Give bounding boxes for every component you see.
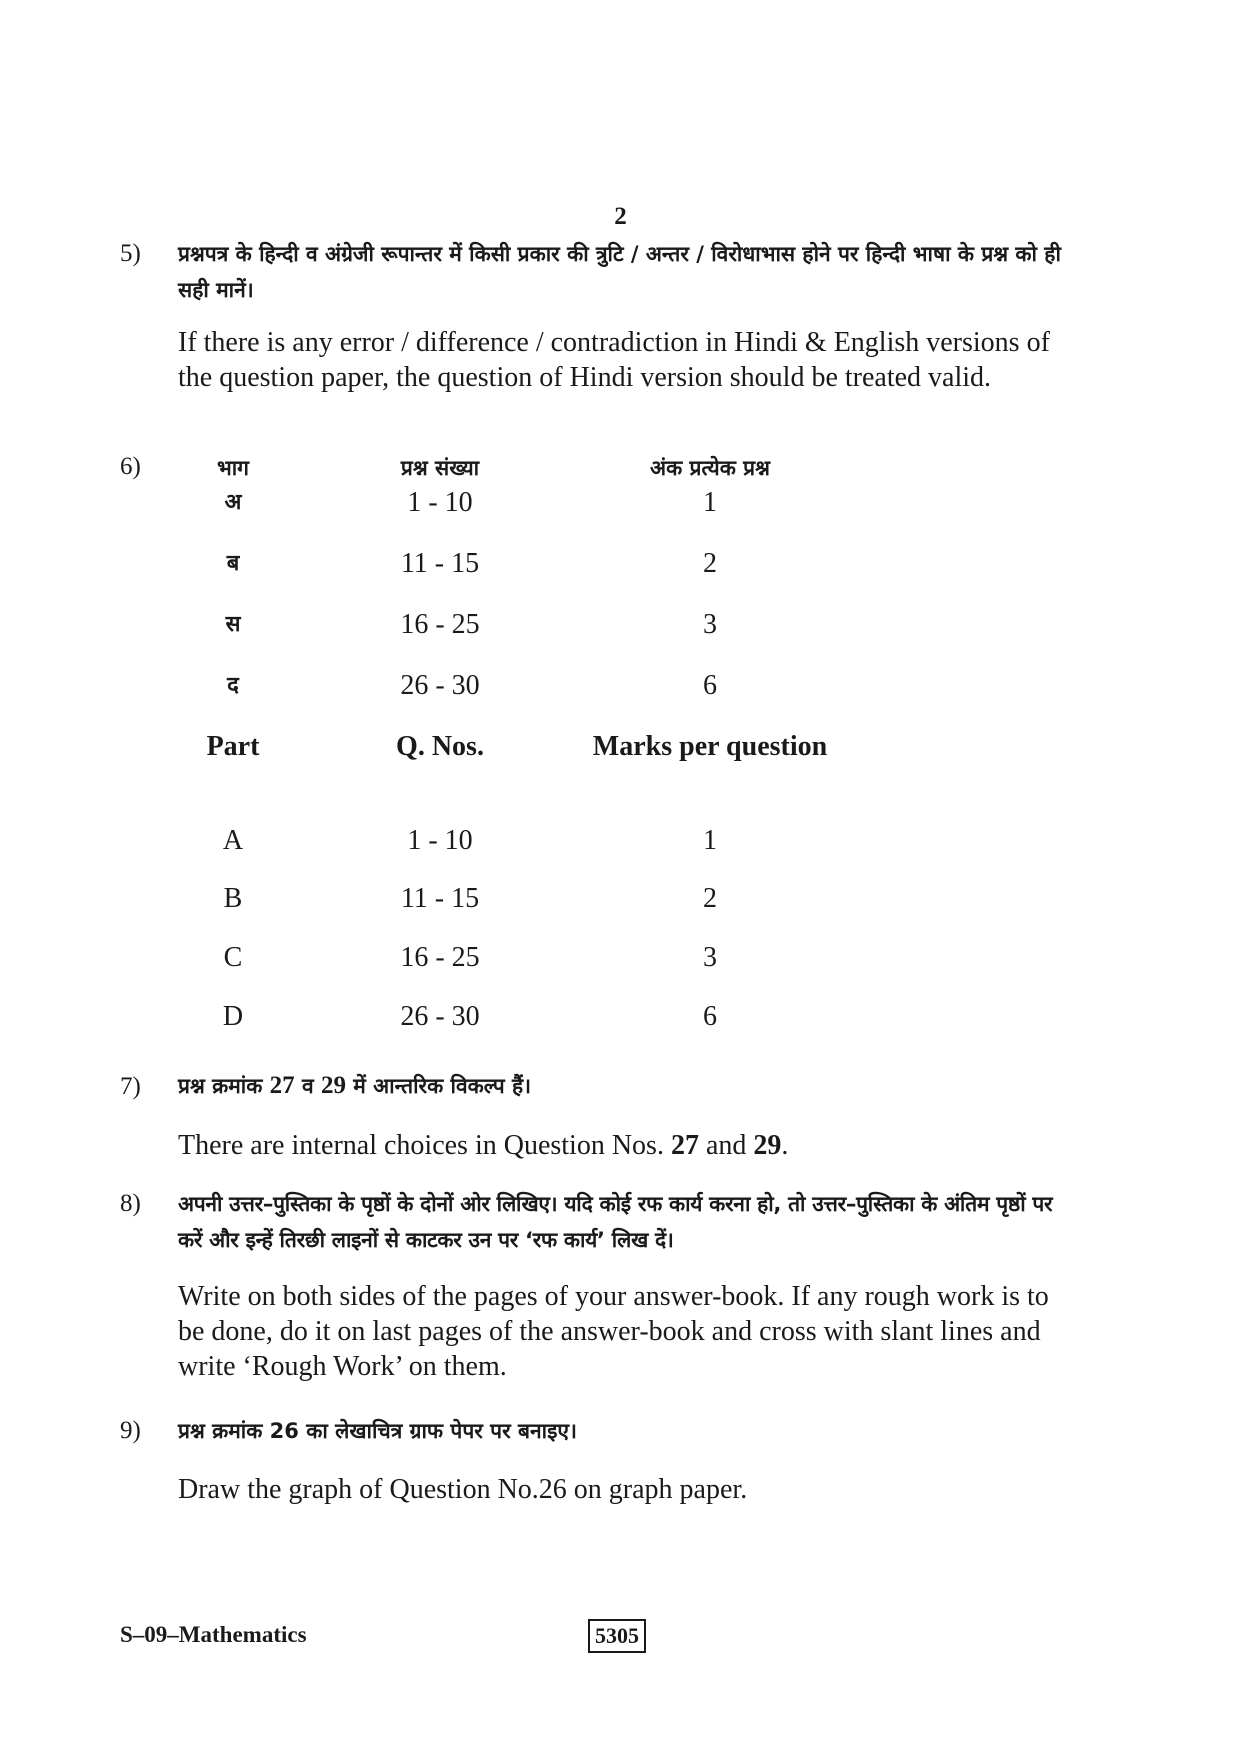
hindi-header-qnos: प्रश्न संख्या: [400, 456, 480, 480]
hindi-part-cell: अ: [224, 490, 242, 515]
qnos-cell: 16 - 25: [400, 609, 480, 640]
qnos-cell: 26 - 30: [400, 670, 480, 701]
item-7-hindi: प्रश्न क्रमांक 27 व 29 में आन्तरिक विकल्प हैं।: [178, 1072, 532, 1099]
marks-cell: 2: [703, 883, 717, 914]
item-number-6: 6): [120, 453, 141, 480]
qnos-cell: 26 - 30: [400, 1001, 480, 1032]
table-row: [0, 544, 1241, 584]
table-row: [0, 605, 1241, 645]
english-header-part: Part: [206, 731, 260, 762]
hindi-part-cell: स: [225, 612, 241, 637]
table-row: [0, 997, 1241, 1037]
item-number-7: 7): [120, 1073, 141, 1100]
item-9-english: Draw the graph of Question No.26 on graph paper.: [178, 1474, 748, 1505]
qnos-cell: 1 - 10: [407, 487, 473, 518]
footer-subject: S–09–Mathematics: [120, 1622, 307, 1647]
part-cell: A: [222, 825, 244, 856]
table-row: [0, 821, 1241, 861]
marks-cell: 1: [703, 487, 717, 518]
marks-cell: 3: [703, 942, 717, 973]
item-5-english: If there is any error / difference / contradiction in Hindi & English versions of the question paper, the question of Hindi version should be treated valid.: [178, 327, 1050, 393]
hindi-table-header: [0, 448, 1241, 488]
item-7-english: There are internal choices in Question Nos. 27 and 29.: [178, 1130, 789, 1161]
item-5-hindi: प्रश्नपत्र के हिन्दी व अंग्रेजी रूपान्तर में किसी प्रकार की त्रुटि / अन्तर / विरोधाभास होने पर हिन्दी भाषा के प्रश्न को ही सही मानें।: [178, 242, 1061, 302]
item-9-hindi: प्रश्न क्रमांक 26 का लेखाचित्र ग्राफ पेपर पर बनाइए।: [178, 1419, 577, 1443]
marks-cell: 2: [703, 548, 717, 579]
hindi-part-cell: द: [227, 673, 239, 698]
item-number-5: 5): [120, 240, 141, 267]
english-table-header: [0, 727, 1241, 767]
hindi-header-marks: अंक प्रत्येक प्रश्न: [650, 456, 770, 480]
qnos-cell: 16 - 25: [400, 942, 480, 973]
part-cell: D: [222, 1001, 244, 1032]
table-row: [0, 666, 1241, 706]
part-cell: C: [223, 942, 243, 973]
qnos-cell: 11 - 15: [400, 548, 480, 579]
qnos-cell: 11 - 15: [400, 883, 480, 914]
item-number-9: 9): [120, 1417, 141, 1444]
hindi-header-part: भाग: [216, 456, 250, 480]
marks-cell: 1: [703, 825, 717, 856]
item-8-english: Write on both sides of the pages of your answer-book. If any rough work is to be done, do it on last pages of the answer-book and cross with slant lines and write ‘Rough Work’ on them.: [178, 1281, 1049, 1382]
marks-cell: 6: [703, 670, 717, 701]
item-number-8: 8): [120, 1190, 141, 1217]
table-row: [0, 879, 1241, 919]
item-8-hindi: अपनी उत्तर–पुस्तिका के पृष्ठों के दोनों ओर लिखिए। यदि कोई रफ कार्य करना हो, तो उत्तर–पुस्तिका के अंतिम पृष्ठों पर करें और इन्हें तिरछी लाइनों से काटकर उन पर ‘रफ कार्य’ लिख दें।: [178, 1192, 1053, 1252]
marks-cell: 6: [703, 1001, 717, 1032]
footer-paper-code: 5305: [588, 1619, 646, 1653]
page-number: 2: [614, 203, 627, 230]
part-cell: B: [223, 883, 243, 914]
table-row: [0, 483, 1241, 523]
table-row: [0, 938, 1241, 978]
english-header-marks: Marks per question: [592, 731, 828, 762]
hindi-part-cell: ब: [226, 551, 240, 576]
marks-cell: 3: [703, 609, 717, 640]
qnos-cell: 1 - 10: [407, 825, 473, 856]
english-header-qnos: Q. Nos.: [396, 731, 484, 762]
